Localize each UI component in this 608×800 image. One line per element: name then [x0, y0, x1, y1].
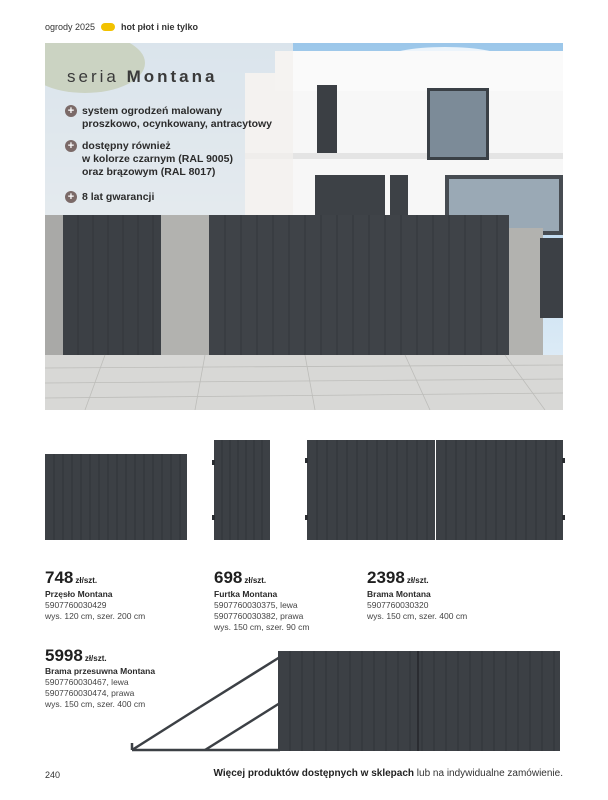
price-unit: zł/szt. — [406, 576, 429, 585]
price-value: 5998 — [45, 646, 83, 665]
price-unit: zł/szt. — [75, 576, 98, 585]
series-name: Montana — [126, 67, 218, 86]
price-value: 2398 — [367, 568, 405, 587]
product-name-brama: Brama Montana — [367, 589, 431, 599]
furtka-image — [212, 440, 272, 540]
feature-line: oraz brązowym (RAL 8017) — [82, 166, 216, 178]
product-ean-furtka-left: 5907760030375, lewa — [214, 600, 298, 610]
price-przeslo — [45, 568, 97, 588]
price-brama-przesuwna — [45, 646, 107, 666]
plus-icon: + — [65, 191, 77, 203]
footer-note — [214, 768, 564, 779]
product-dims-brama-przesuwna: wys. 150 cm, szer. 400 cm — [45, 699, 146, 709]
page-header — [45, 20, 198, 34]
feature-line: dostępny również — [82, 140, 171, 152]
price-unit: zł/szt. — [244, 576, 267, 585]
plus-icon: + — [65, 105, 77, 117]
feature-line: 8 lat gwarancji — [82, 191, 155, 203]
price-unit: zł/szt. — [84, 654, 107, 663]
series-prefix: seria — [67, 67, 119, 86]
product-ean-brama-przesuwna-left: 5907760030467, lewa — [45, 677, 129, 687]
brama-przesuwna-image — [130, 647, 565, 757]
catalog-year: ogrody 2025 — [45, 22, 96, 32]
feature-bullet — [65, 191, 154, 204]
hero-photo — [45, 43, 563, 410]
product-ean-brama-przesuwna-right: 5907760030474, prawa — [45, 688, 135, 698]
feature-bullet — [65, 140, 233, 179]
feature-line: w kolorze czarnym (RAL 9005) — [82, 153, 233, 165]
feature-bullet — [65, 105, 272, 131]
series-title — [67, 67, 217, 87]
catalog-section-tag: hot płot i nie tylko — [121, 22, 199, 32]
product-ean-brama: 5907760030320 — [367, 600, 429, 610]
footer-note-bold: Więcej produktów dostępnych w sklepach — [213, 768, 415, 779]
price-brama — [367, 568, 429, 588]
product-ean-furtka-right: 5907760030382, prawa — [214, 611, 304, 621]
page-number: 240 — [45, 770, 61, 780]
product-dims-przeslo: wys. 120 cm, szer. 200 cm — [45, 611, 146, 621]
hot-badge-icon — [101, 23, 115, 31]
brama-image — [305, 440, 565, 540]
product-name-przeslo: Przęsło Montana — [45, 589, 113, 599]
przeslo-image — [45, 454, 187, 540]
product-dims-brama: wys. 150 cm, szer. 400 cm — [367, 611, 468, 621]
price-value: 748 — [45, 568, 74, 587]
product-name-brama-przesuwna: Brama przesuwna Montana — [45, 666, 156, 676]
product-dims-furtka: wys. 150 cm, szer. 90 cm — [214, 622, 310, 632]
product-name-furtka: Furtka Montana — [214, 589, 278, 599]
footer-note-rest: lub na indywidualne zamówienie. — [414, 768, 563, 779]
price-value: 698 — [214, 568, 243, 587]
feature-line: proszkowo, ocynkowany, antracytowy — [82, 118, 273, 130]
feature-line: system ogrodzeń malowany — [82, 105, 223, 117]
plus-icon: + — [65, 140, 77, 152]
product-ean-przeslo: 5907760030429 — [45, 600, 107, 610]
price-furtka — [214, 568, 266, 588]
